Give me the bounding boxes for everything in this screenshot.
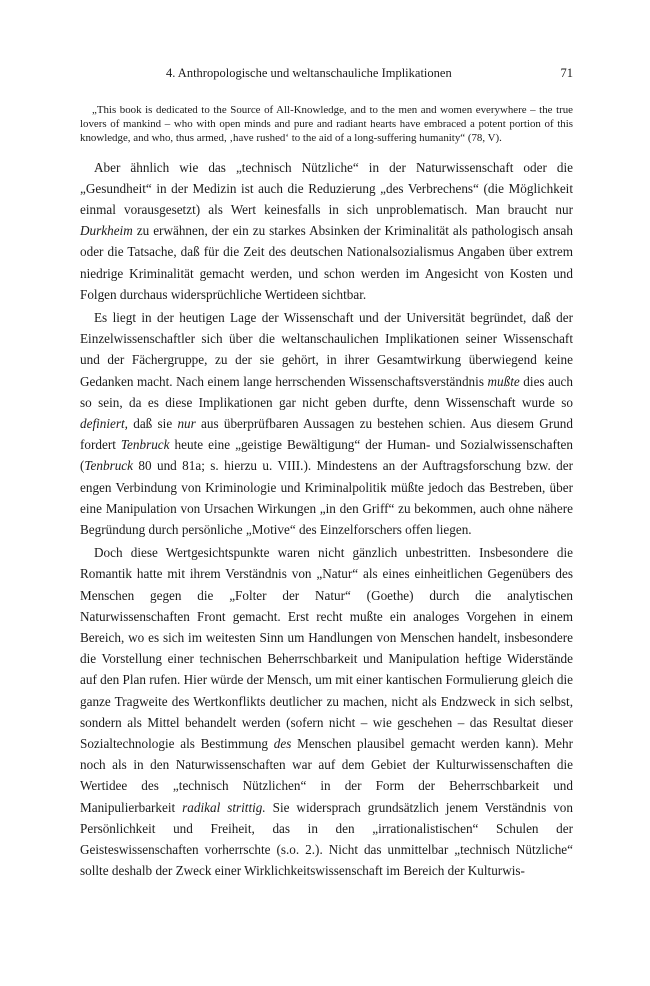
italic-term: radikal strittig. — [182, 799, 266, 815]
text-segment: aus überprüfbaren Aussagen zu bestehen schien. Aus diesem Grund fordert — [80, 415, 573, 453]
book-page — [80, 66, 573, 881]
paragraph-1 — [80, 157, 573, 305]
dedication-quote: „This book is dedicated to the Source of All-Knowledge, and to the men and women everywhere – the true lovers of mankind – who with open minds and pure and radiant hearts have embraced a potent portion of this knowledge, and who, thus armed, ‚have rushed‘ to the aid of a long-suffering humanity“ (78, V). — [80, 104, 573, 145]
text-segment: heute eine „geistige Bewältigung“ der Human- und Sozialwissenschaften ( — [80, 437, 573, 474]
text-segment: Sie widersprach grundsätzlich jenem Verständnis von Persönlichkeit und Freiheit, das in den „irrationalistischen“ Schulen der Geisteswissenschaften vorherrschte (s.o. 2.). Nicht das unmittelbar „technisch Nützliche“ sollte deshalb der Zweck einer Wirklichkeitswissenschaft im Bereich der Kulturwis- — [80, 799, 573, 879]
text-segment: zu erwähnen, der ein zu starkes Absinken der Kriminalität als pathologisch ansah oder die Tatsache, daß für die Zeit des deutschen Nationalsozialismus Angaben über extrem niedrige Kriminalität gemacht werden, und schon werden im Angesicht von Kosten und Folgen durchaus widersprüchliche Wertideen sichtbar. — [80, 223, 573, 302]
italic-term: des — [273, 735, 292, 751]
italic-term: Tenbruck — [120, 437, 170, 453]
text-segment: Doch diese Wertgesichtspunkte waren nicht gänzlich unbestritten. Insbesondere die Romantik hatte mit ihrem Verständnis von „Natur“ als eines einheitlichen Gegenübers des Menschen gegen die „Folter der Natur“ (Goethe) durch die analytischen Naturwissenschaften Front gemacht. Erst recht mußte ein analoges Vorgehen in einem Bereich, wo es sich im weitesten Sinn um Handlungen von Menschen handelt, insbesondere die Vorstellung einer technischen Beherrschbarkeit und Manipulation heftige Widerstände auf den Plan rufen. Hier würde der Mensch, um mit einer kantischen Formulierung gleich die ganze Tragweite des Wertkonflikts deutlicher zu machen, nicht als Endzweck in sich selbst, sondern als Mittel behandelt werden (sofern nicht – wie geschehen – das Resultat dieser Sozialtechnologie als Bestimmung — [80, 545, 573, 751]
paragraph-3 — [80, 542, 573, 881]
italic-term: Durkheim — [80, 223, 133, 239]
paragraph-2 — [80, 307, 573, 540]
italic-term: Tenbruck — [84, 458, 134, 474]
text-segment: dies auch so sein, da es diese Implikationen gar nicht geben durfte, denn Wissenschaft wurde so — [80, 373, 573, 410]
italic-term: definiert, — [80, 415, 128, 431]
page-number: 71 — [560, 66, 573, 80]
italic-term: mußte — [487, 373, 520, 389]
text-segment: Es liegt in der heutigen Lage der Wissenschaft und der Universität begründet, daß der Einzelwissenschaftler sich über die weltanschaulichen Implikationen seiner Wissenschaft und der Fächergruppe, zu der sie gehört, in ihrer Gesamtwirkung überwiegend keine Gedanken macht. Nach einem lange herrschenden Wissenschaftsverständnis — [80, 309, 573, 389]
running-header — [80, 66, 573, 88]
chapter-title: 4. Anthropologische und weltanschauliche Implikationen — [166, 66, 452, 80]
text-segment: Aber ähnlich wie das „technisch Nützliche“ in der Naturwissenschaft oder die „Gesundheit“ in der Medizin ist auch die Reduzierung „des Verbrechens“ (die Möglichkeit einmal vorausgesetzt) als Wert keinesfalls in sich unproblematisch. Man braucht nur — [80, 159, 573, 217]
text-segment: Menschen plausibel gemacht werden kann). Mehr noch als in den Naturwissenschaften war auf dem Gebiet der Kulturwissenschaften die Wertidee des „technisch Nützlichen“ in der Form der Beherrschbarkeit und Manipulierbarkeit — [80, 735, 573, 815]
text-segment: 80 und 81a; s. hierzu u. VIII.). Mindestens an der Auftragsforschung bzw. der engen Verbindung von Kriminologie und Kriminalpolitik müßte jedoch das Bestreben, über eine Manipulation von Ursachen Wirkungen „in den Griff“ zu bekommen, auch ohne nähere Begründung durch persönliche „Motive“ des Einzelforschers offen liegen. — [80, 458, 573, 537]
italic-term: nur — [177, 415, 196, 431]
text-segment: daß sie — [127, 415, 178, 431]
